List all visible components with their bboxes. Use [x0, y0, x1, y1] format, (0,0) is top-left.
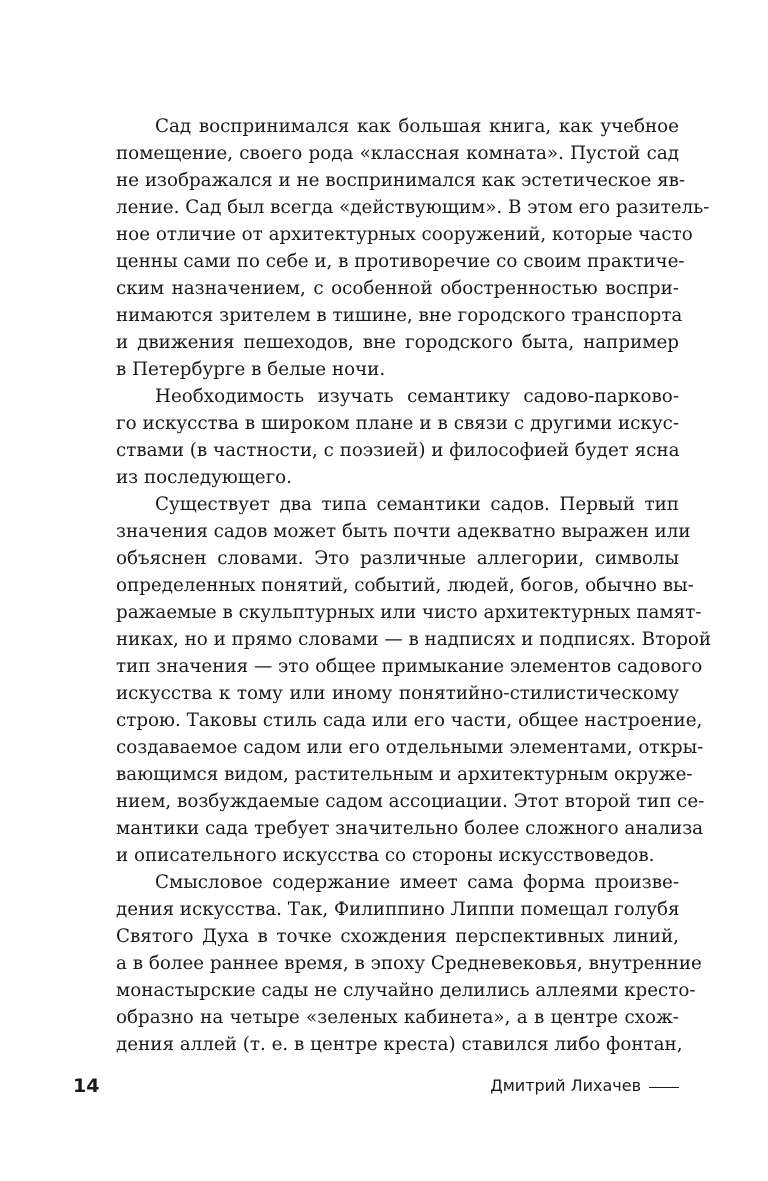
text-line: Существует два типа семантики садов. Первый тип [155, 494, 679, 515]
text-line: и описательного искусства со стороны искусствоведов. [116, 845, 655, 866]
text-line: искусства к тому или иному понятийно-стилистическому [116, 683, 679, 704]
text-line: и движения пешеходов, вне городского быта, например [116, 332, 679, 353]
running-head [490, 1071, 679, 1101]
text-line: ное отличие от архитектурных сооружений, которые часто [116, 224, 693, 245]
text-line: а в более раннее время, в эпоху Средневековья, внутренние [116, 953, 702, 974]
text-line: нием, возбуждаемые садом ассоциации. Этот второй тип се- [116, 791, 705, 812]
text-line: вающимся видом, растительным и архитектурным окруже- [116, 764, 693, 785]
text-line: значения садов может быть почти адекватно выражен или [116, 521, 691, 542]
text-line: тип значения — это общее примыкание элементов садового [116, 656, 703, 677]
text-line: го искусства в широком плане и в связи с другими искус- [116, 413, 679, 434]
running-head-rule [649, 1087, 679, 1088]
text-line: ценны сами по себе и, в противоречие со своим практиче- [116, 251, 685, 272]
text-line: ствами (в частности, с поэзией) и философией будет ясна [116, 440, 680, 461]
text-line: Святого Духа в точке схождения перспективных линий, [116, 926, 679, 947]
text-line: нимаются зрителем в тишине, вне городского транспорта [116, 305, 683, 326]
text-line: из последующего. [116, 467, 292, 488]
text-line: дения аллей (т. е. в центре креста) ставился либо фонтан, [116, 1034, 683, 1055]
page-footer [73, 1071, 679, 1101]
text-line: Смысловое содержание имеет сама форма произве- [155, 872, 679, 893]
text-line: в Петербурге в белые ночи. [116, 359, 386, 380]
author-name: Дмитрий Лихачев [490, 1076, 641, 1095]
body-text [116, 113, 712, 1058]
text-line: монастырские сады не случайно делились аллеями кресто- [116, 980, 696, 1001]
text-line: создаваемое садом или его отдельными элементами, откры- [116, 737, 704, 758]
text-line: Необходимость изучать семантику садово-парково- [155, 386, 679, 407]
text-line: мантики сада требует значительно более сложного анализа [116, 818, 704, 839]
text-line: объяснен словами. Это различные аллегории, символы [116, 548, 679, 569]
text-line: никах, но и прямо словами — в надписях и подписях. Второй [116, 629, 712, 650]
text-line: дения искусства. Так, Филиппино Липпи помещал голубя [116, 899, 680, 920]
text-line: ление. Сад был всегда «действующим». В этом его разитель- [116, 197, 710, 218]
text-line: помещение, своего рода «классная комната». Пустой сад [116, 143, 679, 164]
text-line: определенных понятий, событий, людей, богов, обычно вы- [116, 575, 694, 596]
text-line: Сад воспринимался как большая книга, как учебное [155, 116, 679, 137]
text-line: образно на четыре «зеленых кабинета», а в центре схож- [116, 1007, 679, 1028]
page-number: 14 [73, 1075, 100, 1097]
text-line: ражаемые в скульптурных или чисто архитектурных памят- [116, 602, 702, 623]
text-line: строю. Таковы стиль сада или его части, общее настроение, [116, 710, 703, 731]
text-line: ским назначением, с особенной обостренностью воспри- [116, 278, 679, 299]
text-line: не изображался и не воспринимался как эстетическое яв- [116, 170, 686, 191]
